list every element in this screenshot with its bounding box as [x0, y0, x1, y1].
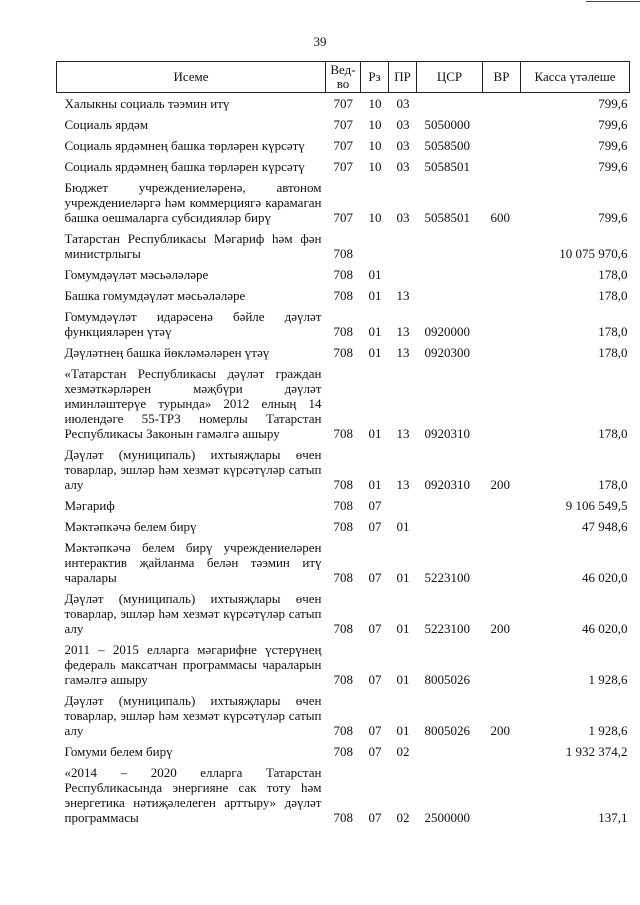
row-vr [483, 516, 521, 537]
table-row [57, 516, 630, 537]
row-sum: 178,0 [598, 477, 628, 492]
row-vr [483, 762, 521, 828]
row-rz: 01 [368, 288, 382, 303]
row-sum: 799,6 [598, 159, 628, 174]
row-name: Татарстан Республикасы Мәгариф һәм фән министрлыгы [64, 231, 322, 261]
row-vr [483, 114, 521, 135]
row-rz: 01 [368, 426, 382, 441]
row-csr: 5058500 [424, 138, 470, 153]
row-pr: 03 [396, 96, 410, 111]
header-rz: Рз [361, 62, 389, 93]
table-header-row [57, 62, 630, 93]
table-row [57, 495, 630, 516]
row-ved: 707 [333, 117, 353, 132]
row-vr [483, 285, 521, 306]
row-name: Дәүләт (муниципаль) ихтыяҗлары өчен товарлар, эшләр һәм хезмәт күрсәтүләр сатып алу [64, 591, 322, 636]
row-ved: 708 [333, 519, 353, 534]
row-name: Социаль ярдәмнең башка төрләрен күрсәтү [64, 138, 305, 153]
row-sum: 9 106 549,5 [565, 498, 628, 513]
table-row [57, 228, 630, 264]
table-row [57, 264, 630, 285]
row-pr: 02 [396, 744, 410, 759]
row-sum: 10 075 970,6 [559, 246, 628, 261]
row-ved: 708 [333, 345, 353, 360]
row-sum: 178,0 [598, 426, 628, 441]
row-sum: 799,6 [598, 138, 628, 153]
row-vr [483, 342, 521, 363]
row-name: Социаль ярдәм [64, 117, 149, 132]
row-csr: 8005026 [424, 672, 470, 687]
row-sum: 178,0 [598, 267, 628, 282]
table-row [57, 93, 630, 115]
row-csr [417, 93, 483, 115]
row-ved: 708 [333, 570, 353, 585]
row-sum: 137,1 [598, 810, 628, 825]
table-row [57, 342, 630, 363]
row-rz: 07 [368, 723, 382, 738]
row-vr [483, 495, 521, 516]
row-ved: 707 [333, 210, 353, 225]
row-name: Мәгариф [64, 498, 115, 513]
row-ved: 708 [333, 723, 353, 738]
header-ved: Вед-во [326, 62, 361, 93]
row-ved: 707 [333, 138, 353, 153]
row-csr: 8005026 [424, 723, 470, 738]
row-rz: 10 [368, 138, 382, 153]
table-row [57, 156, 630, 177]
row-name: Социаль ярдәмнең башка төрләрен күрсәтү [64, 159, 305, 174]
row-name: Халыкны социаль тәэмин итү [64, 96, 230, 111]
row-sum: 1 928,6 [588, 672, 628, 687]
table-row [57, 537, 630, 588]
table-row [57, 741, 630, 762]
row-vr [483, 741, 521, 762]
page-number: 39 [313, 34, 327, 49]
header-kassa: Касса үтәлеше [521, 62, 630, 93]
row-ved: 708 [333, 426, 353, 441]
table-body [57, 93, 630, 829]
row-vr: 200 [490, 723, 510, 738]
row-vr: 600 [490, 210, 510, 225]
row-csr: 5050000 [424, 117, 470, 132]
row-vr [483, 264, 521, 285]
table-row [57, 285, 630, 306]
row-csr [417, 741, 483, 762]
row-pr: 03 [396, 210, 410, 225]
row-sum: 46 020,0 [582, 621, 628, 636]
row-sum: 178,0 [598, 324, 628, 339]
row-csr [417, 495, 483, 516]
row-sum: 799,6 [598, 117, 628, 132]
row-csr: 2500000 [424, 810, 470, 825]
row-name: Мәктәпкәчә белем бирү учреждениеләрен интерактив җайланма белән тәэмин итү чаралары [64, 540, 322, 585]
row-vr [483, 537, 521, 588]
row-name: Гомумдәүләт мәсьәләләре [64, 267, 209, 282]
table-row [57, 444, 630, 495]
row-ved: 708 [333, 744, 353, 759]
row-rz: 10 [368, 210, 382, 225]
row-pr: 02 [396, 810, 410, 825]
row-sum: 799,6 [598, 210, 628, 225]
row-rz: 07 [368, 621, 382, 636]
row-name: Гомуми белем бирү [64, 744, 173, 759]
row-vr [483, 156, 521, 177]
row-ved: 708 [333, 324, 353, 339]
row-vr: 200 [490, 621, 510, 636]
row-rz: 10 [368, 96, 382, 111]
row-ved: 708 [333, 498, 353, 513]
header-csr: ЦСР [417, 62, 483, 93]
row-csr [417, 264, 483, 285]
row-csr: 0920310 [424, 426, 470, 441]
row-rz: 07 [368, 498, 382, 513]
row-ved: 708 [333, 621, 353, 636]
row-pr: 01 [396, 672, 410, 687]
row-vr [483, 93, 521, 115]
row-name: Бюджет учреждениеләренә, автоном учреждениеләргә һәм коммерциягә карамаган башка оешмаларга субсидияләр бирү [64, 180, 322, 225]
row-csr: 5223100 [424, 570, 470, 585]
row-pr [389, 495, 417, 516]
row-name: Мәктәпкәчә белем бирү [64, 519, 197, 534]
row-rz: 01 [368, 267, 382, 282]
header-vr: ВР [483, 62, 521, 93]
row-name: Дәүләт (муниципаль) ихтыяҗлары өчен товарлар, эшләр һәм хезмәт күрсәтүләр сатып алу [64, 693, 322, 738]
row-name: «2014 – 2020 елларга Татарстан Республикасында энергияне сак тоту һәм энергетика нәтиҗәлелеген арттыру» дәүләт программасы [64, 765, 322, 825]
table-row [57, 639, 630, 690]
row-sum: 46 020,0 [582, 570, 628, 585]
table-row [57, 363, 630, 444]
row-pr: 01 [396, 519, 410, 534]
budget-table [56, 61, 630, 828]
row-sum: 178,0 [598, 345, 628, 360]
row-pr: 01 [396, 570, 410, 585]
row-vr [483, 306, 521, 342]
row-pr: 13 [396, 426, 410, 441]
row-rz: 01 [368, 324, 382, 339]
row-csr: 5223100 [424, 621, 470, 636]
row-name: Дәүләтнең башка йөкләмәләрен үтәү [64, 345, 270, 360]
row-pr [389, 228, 417, 264]
header-pr: ПР [389, 62, 417, 93]
row-vr: 200 [490, 477, 510, 492]
row-pr [389, 264, 417, 285]
row-sum: 799,6 [598, 96, 628, 111]
row-rz: 10 [368, 159, 382, 174]
row-name: Гомумдәүләт идарәсенә бәйле дәүләт функцияләрен үтәү [64, 309, 322, 339]
row-csr: 0920310 [424, 477, 470, 492]
row-ved: 708 [333, 288, 353, 303]
row-ved: 708 [333, 267, 353, 282]
row-pr: 03 [396, 117, 410, 132]
row-rz: 01 [368, 345, 382, 360]
row-ved: 708 [333, 672, 353, 687]
table-row [57, 306, 630, 342]
row-pr: 13 [396, 345, 410, 360]
row-rz: 01 [368, 477, 382, 492]
row-ved: 708 [333, 810, 353, 825]
row-vr [483, 639, 521, 690]
table-row [57, 762, 630, 828]
table-row [57, 690, 630, 741]
row-sum: 178,0 [598, 288, 628, 303]
row-pr: 13 [396, 324, 410, 339]
row-pr: 01 [396, 723, 410, 738]
row-rz: 07 [368, 570, 382, 585]
row-name: Дәүләт (муниципаль) ихтыяҗлары өчен товарлар, эшләр һәм хезмәт күрсәтүләр сатып алу [64, 447, 322, 492]
row-name: 2011 – 2015 елларга мәгарифне үстерүнең федераль максатчан программасы чараларын гамәлгә ашыру [64, 642, 322, 687]
row-rz: 07 [368, 519, 382, 534]
row-rz: 07 [368, 744, 382, 759]
row-rz: 10 [368, 117, 382, 132]
row-pr: 03 [396, 138, 410, 153]
row-ved: 707 [333, 96, 353, 111]
corner-line [586, 1, 640, 2]
table-row [57, 588, 630, 639]
row-ved: 707 [333, 159, 353, 174]
row-sum: 47 948,6 [582, 519, 628, 534]
row-csr: 0920300 [424, 345, 470, 360]
table-row [57, 114, 630, 135]
row-ved: 708 [333, 246, 353, 261]
row-vr [483, 363, 521, 444]
header-name: Исеме [57, 62, 326, 93]
row-csr: 5058501 [424, 159, 470, 174]
row-ved: 708 [333, 477, 353, 492]
row-name: «Татарстан Республикасы дәүләт граждан хезмәткәрләрен мәҗбүри дәүләт иминләштерүе турында» 2012 елның 14 июлендәге 55-ТРЗ номерлы Татарстан Республикасы Законын гамәлгә ашыру [64, 366, 322, 441]
row-rz: 07 [368, 672, 382, 687]
row-rz: 07 [368, 810, 382, 825]
row-sum: 1 932 374,2 [565, 744, 628, 759]
row-csr [417, 516, 483, 537]
row-csr: 5058501 [424, 210, 470, 225]
table-row [57, 177, 630, 228]
table-row [57, 135, 630, 156]
row-vr [483, 228, 521, 264]
row-pr: 03 [396, 159, 410, 174]
row-name: Башка гомумдәүләт мәсьәләләре [64, 288, 246, 303]
row-vr [483, 135, 521, 156]
row-pr: 01 [396, 621, 410, 636]
row-pr: 13 [396, 288, 410, 303]
row-sum: 1 928,6 [588, 723, 628, 738]
row-csr [417, 228, 483, 264]
row-csr [417, 285, 483, 306]
row-pr: 13 [396, 477, 410, 492]
row-rz [361, 228, 389, 264]
row-csr: 0920000 [424, 324, 470, 339]
